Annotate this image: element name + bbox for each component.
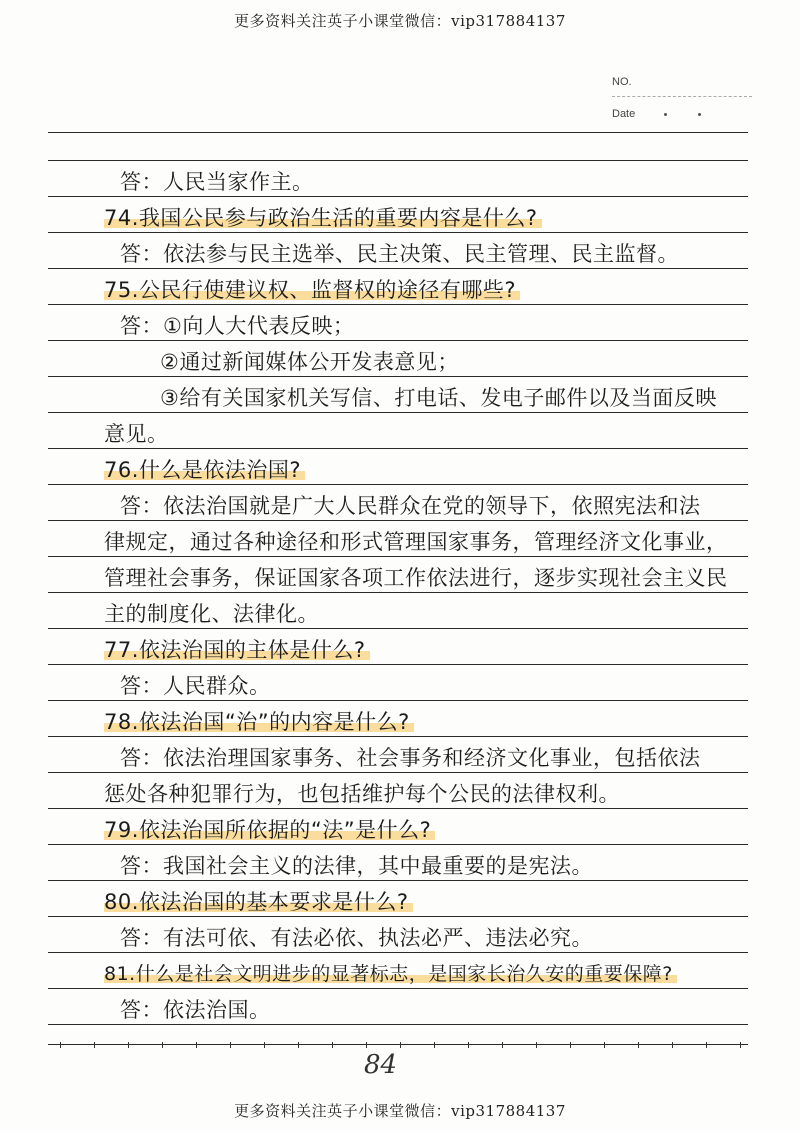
margin-tick [94,1042,95,1048]
margin-tick [400,1042,401,1048]
question-highlight: 79.依法治国所依据的“法”是什么? [104,818,435,842]
ruled-line [48,412,748,413]
question-line [104,276,520,304]
ruled-line [48,304,748,305]
answer-line: 答：人民群众。 [120,674,271,698]
margin-tick [366,1042,367,1048]
answer-line: 答：依法治国。 [120,998,271,1022]
question-highlight: 77.依法治国的主体是什么? [104,638,370,662]
ruled-line [48,916,748,917]
ruled-line [48,132,748,133]
question-line [104,888,413,916]
ruled-line [48,628,748,629]
ruled-line [48,772,748,773]
ruled-line [48,556,748,557]
no-label: NO. [612,76,632,88]
margin-tick [502,1042,503,1048]
ruled-line [48,232,748,233]
ruled-line [48,592,748,593]
answer-line: ②通过新闻媒体公开发表意见； [160,350,459,374]
margin-tick [60,1042,61,1048]
ruled-line [48,196,748,197]
margin-tick [434,1042,435,1048]
date-dot [664,113,667,116]
answer-line: 答：有法可依、有法必依、执法必严、违法必究。 [120,926,593,950]
question-highlight: 74.我国公民参与政治生活的重要内容是什么? [104,206,542,230]
margin-tick [604,1042,605,1048]
margin-tick [298,1042,299,1048]
ruled-line [48,1044,748,1045]
margin-tick [162,1042,163,1048]
ruled-line [48,988,748,989]
ruled-line [48,160,748,161]
watermark-top: 更多资料关注英子小课堂微信：vip317884137 [234,12,566,30]
margin-tick [230,1042,231,1048]
answer-line: 意见。 [104,422,169,446]
answer-line: 答：①向人大代表反映； [120,314,355,338]
margin-tick [128,1042,129,1048]
margin-tick [332,1042,333,1048]
question-line [104,636,370,664]
ruled-line [48,880,748,881]
margin-tick [196,1042,197,1048]
question-line [104,456,305,484]
margin-tick [672,1042,673,1048]
ruled-line [48,448,748,449]
ruled-line [48,484,748,485]
answer-line: 律规定，通过各种途径和形式管理国家事务，管理经济文化事业， [104,530,728,554]
question-highlight: 75.公民行使建议权、监督权的途径有哪些? [104,278,520,302]
margin-tick [570,1042,571,1048]
margin-tick [536,1042,537,1048]
question-line [104,960,677,988]
ruled-line [48,340,748,341]
margin-tick [264,1042,265,1048]
question-line [104,708,414,736]
margin-tick [706,1042,707,1048]
date-label: Date [612,108,636,120]
ruled-line [48,808,748,809]
ruled-line [48,1024,748,1025]
ruled-line [48,268,748,269]
answer-line: 答：依法参与民主选举、民主决策、民主管理、民主监督。 [120,242,679,266]
margin-tick [638,1042,639,1048]
answer-line: 答：我国社会主义的法律，其中最重要的是宪法。 [120,854,593,878]
page-number: 84 [364,1050,398,1080]
answer-line: 答：人民当家作主。 [120,170,314,194]
ruled-line [48,376,748,377]
question-highlight: 76.什么是依法治国? [104,458,305,482]
question-highlight: 78.依法治国“治”的内容是什么? [104,710,414,734]
ruled-line [48,736,748,737]
answer-line: 管理社会事务，保证国家各项工作依法进行，逐步实现社会主义民 [104,566,728,590]
margin-tick [740,1042,741,1048]
ruled-line [48,520,748,521]
question-line [104,816,435,844]
answer-line: 惩处各种犯罪行为，也包括维护每个公民的法律权利。 [104,782,620,806]
question-line [104,204,542,232]
margin-tick [468,1042,469,1048]
question-highlight: 80.依法治国的基本要求是什么? [104,890,413,914]
date-dot [698,113,701,116]
ruled-line [48,844,748,845]
watermark-bottom: 更多资料关注英子小课堂微信：vip317884137 [234,1102,566,1120]
answer-line: ③给有关国家机关写信、打电话、发电子邮件以及当面反映 [160,386,717,410]
answer-line: 答：依法治理国家事务、社会事务和经济文化事业，包括依法 [120,746,701,770]
question-highlight: 81.什么是社会文明进步的显著标志，是国家长治久安的重要保障? [104,963,677,985]
ruled-line [48,952,748,953]
ruled-line [48,664,748,665]
answer-line: 答：依法治国就是广大人民群众在党的领导下，依照宪法和法 [120,494,701,518]
ruled-line [48,700,748,701]
answer-line: 主的制度化、法律化。 [104,602,319,626]
header-rule [612,96,752,97]
